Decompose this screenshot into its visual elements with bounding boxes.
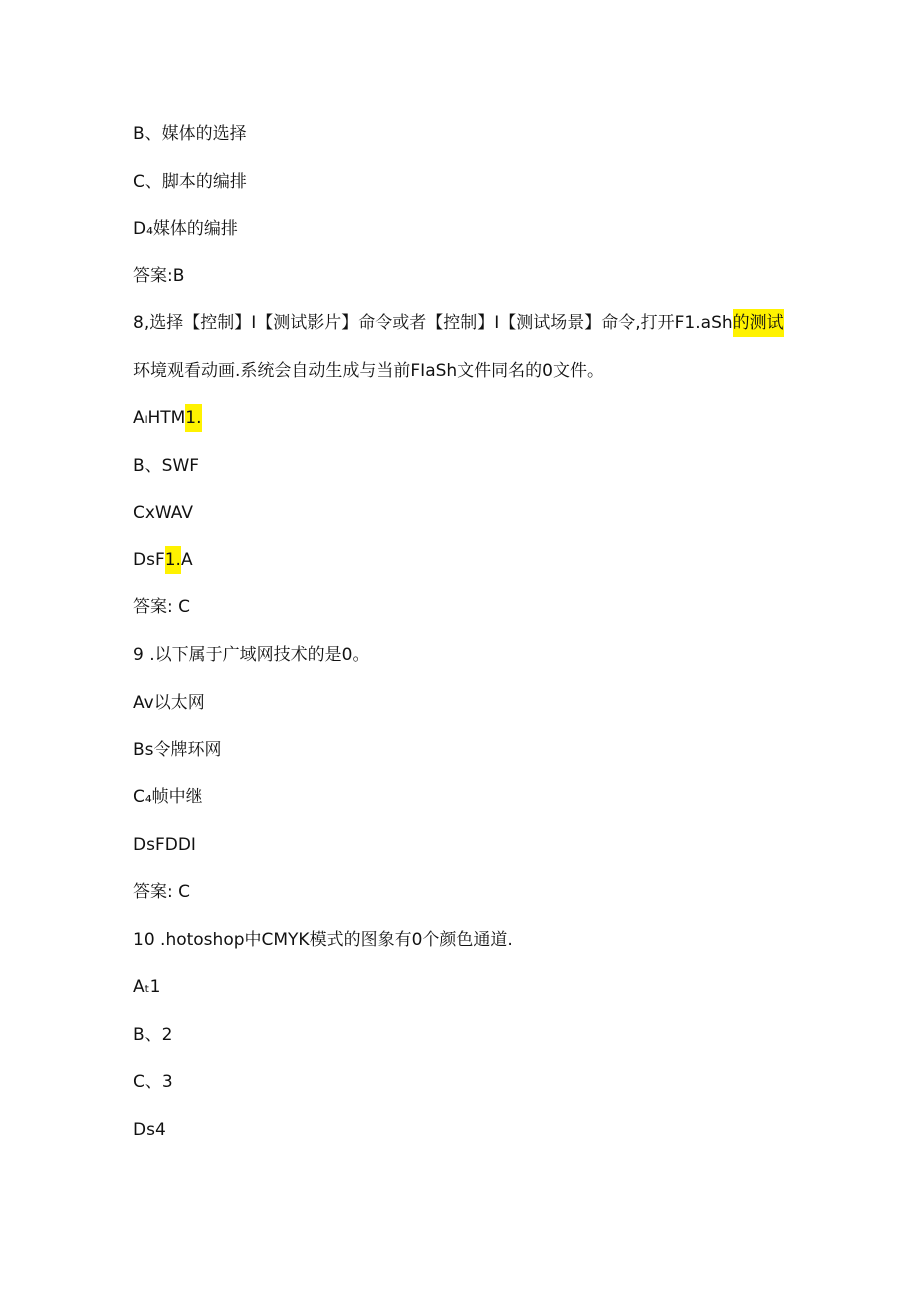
question-9: 9 .以下属于广域网技术的是0。	[133, 645, 370, 665]
option-c-wav: CxWAV	[133, 503, 193, 523]
option-b-token-ring: Bs令牌环网	[133, 740, 222, 760]
option-c-script-arrangement: C、脚本的编排	[133, 172, 247, 192]
option-d-fla-suffix: A	[180, 550, 193, 570]
highlight-mark: 1.	[165, 546, 181, 574]
answer-question-9: 答案: C	[133, 882, 191, 902]
question-8-line-1	[133, 309, 813, 337]
option-c-frame-relay: C₄帧中继	[133, 787, 203, 807]
question-10: 10 .hotoshop中CMYK模式的图象有0个颜色通道.	[133, 930, 513, 950]
question-8-line-2: 环境观看动画.系统会自动生成与当前FIaSh文件同名的0文件。	[133, 361, 604, 381]
question-8-part-1: 8,选择【控制】I【测试影片】命令或者【控制】I【测试场景】命令,打开F1.aSh	[133, 313, 733, 333]
option-a-ethernet: Av以太网	[133, 693, 205, 713]
option-a-html-text: AₗHTM	[133, 408, 186, 428]
highlight-mark: 的测试	[733, 309, 784, 337]
option-a-one: Aₜ1	[133, 977, 161, 997]
option-b-media-selection: B、媒体的选择	[133, 124, 247, 144]
option-c-three: C、3	[133, 1072, 173, 1092]
option-d-media-arrangement: D₄媒体的编排	[133, 219, 238, 239]
answer-question-8: 答案: C	[133, 597, 191, 617]
option-d-fddi: DsFDDI	[133, 835, 196, 855]
option-d-fla	[133, 546, 813, 574]
option-d-four: Ds4	[133, 1120, 166, 1140]
option-d-fla-prefix: DsF	[133, 550, 165, 570]
answer-question-7: 答案:B	[133, 266, 185, 286]
option-b-swf: B、SWF	[133, 456, 200, 476]
option-a-html	[133, 404, 813, 432]
highlight-mark: 1.	[185, 404, 201, 432]
option-b-two: B、2	[133, 1025, 173, 1045]
